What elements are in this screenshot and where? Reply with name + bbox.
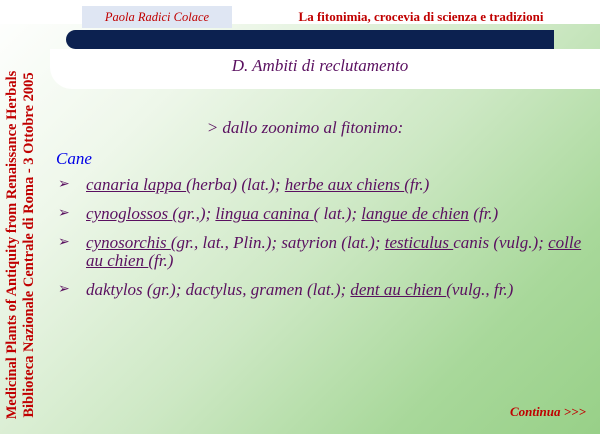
term-text: (herba) (lat.); (186, 175, 285, 194)
header-bar (66, 30, 554, 49)
term-text: (vulg., fr.) (446, 280, 514, 299)
underlined-term: cynosorchis (86, 233, 171, 252)
underlined-term: canaria lappa (86, 175, 187, 194)
term-text: (gr.,); (172, 204, 216, 223)
list-item (56, 281, 586, 299)
list-item (56, 205, 586, 223)
underlined-term: testiculus (384, 233, 454, 252)
arrow-bullet-icon: ➢ (58, 177, 70, 192)
underlined-term: herbe aux chiens (284, 175, 405, 194)
author-name: Paola Radici Colace (82, 6, 232, 28)
arrow-bullet-icon: ➢ (58, 206, 70, 221)
group-heading: Cane (56, 149, 92, 168)
term-text: (fr.) (468, 204, 499, 223)
header-title: La fitonimia, crocevia di scienza e tradizioni (298, 9, 544, 24)
term-text: daktylos (gr.); dactylus, gramen (lat.); (86, 280, 351, 299)
arrow-bullet-icon: ➢ (58, 235, 70, 250)
underlined-term: dent au chien (350, 280, 447, 299)
continue-link[interactable]: Continua >>> (509, 404, 586, 419)
term-text: ( lat.); (313, 204, 362, 223)
sidebar-caption-line2: Biblioteca Nazionale Centrale di Roma - 3 Ottobre 2005 (21, 72, 37, 418)
term-text: (gr., lat., Plin.); satyrion (lat.); (170, 233, 385, 252)
underlined-term: lingua canina (215, 204, 314, 223)
phytonym-list (56, 176, 586, 310)
subtitle: > dallo zoonimo al fitonimo: (206, 118, 404, 137)
term-text: (fr.) (404, 175, 430, 194)
list-item (56, 234, 586, 270)
sidebar-caption (4, 60, 52, 430)
term-text: canis (vulg.); (453, 233, 549, 252)
sidebar-caption-line1: Medicinal Plants of Antiquity from Renaissance Herbals (4, 70, 20, 420)
arrow-bullet-icon: ➢ (58, 282, 70, 297)
underlined-term: colle au chien (86, 233, 582, 270)
section-title: D. Ambiti di reclutamento (231, 56, 409, 75)
term-text: (fr.) (148, 251, 174, 270)
underlined-term: langue de chien (361, 204, 469, 223)
list-item (56, 176, 586, 194)
underlined-term: cynoglossos (86, 204, 173, 223)
